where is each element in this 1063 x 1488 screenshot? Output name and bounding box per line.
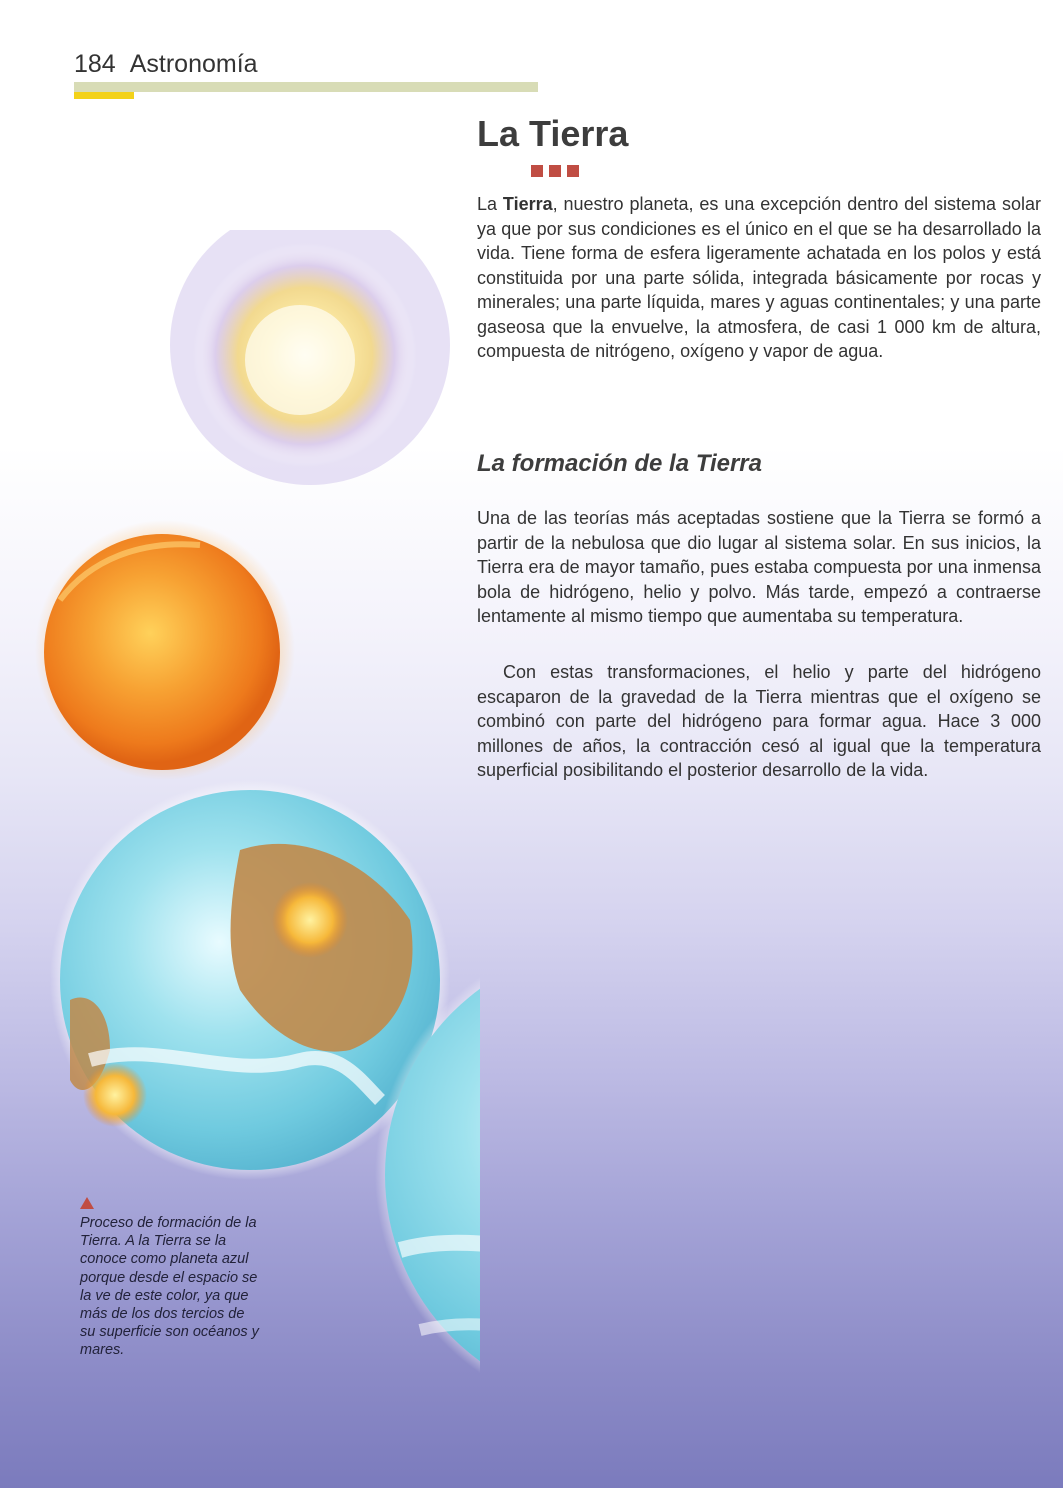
body-paragraph-2: Con estas transformaciones, el helio y parte del hidrógeno escaparon de la gravedad de la Tierra mientras que el oxígeno se combinó con parte del hidrógeno para formar agua. Hace 3 000 millones de años, la contracción cesó al igual que la temperatura superficial posibilitando el posterior desarrollo de la vida. (477, 662, 1041, 780)
caption-triangle-icon (80, 1197, 94, 1209)
intro-paragraph: La Tierra, nuestro planeta, es una excepción dentro del sistema solar ya que por sus condiciones es el único en el que se ha desarrollado la vida. Tiene forma de esfera ligeramente achatada en los polos y está constituida por una parte sólida, integrada básicamente por rocas y minerales; una parte líquida, mares y aguas continentales; y una parte gaseosa que la envuelve, la atmosfera, de casi 1 000 km de altura, compuesta de nitrógeno, oxígeno y vapor de agua. (477, 194, 1041, 361)
section-subtitle: La formación de la Tierra (477, 450, 762, 477)
article-title: La Tierra (477, 113, 629, 154)
page-number: 184 (74, 50, 116, 78)
forming-earth-fire-2 (83, 1063, 147, 1127)
header-rule-accent (74, 92, 134, 99)
page-header (74, 50, 258, 79)
forming-earth-fire-1 (272, 882, 348, 958)
bold-term: Tierra (502, 194, 553, 214)
section-title: Astronomía (129, 50, 258, 78)
body-paragraph-1: Una de las teorías más aceptadas sostiene que la Tierra se formó a partir de la nebulosa que dio lugar al sistema solar. En sus inicios, la Tierra era de mayor tamaño, pues estaba compuesta por una inmensa bola de hidrógeno, helio y polvo. Más tarde, empezó a contraerse lentamente al mismo tiempo que aumentaba su temperatura. (477, 508, 1041, 626)
proto-earth-sphere (44, 534, 280, 770)
nebula-core (245, 305, 355, 415)
title-decoration (531, 165, 579, 177)
header-rule (74, 82, 538, 92)
figure-caption: Proceso de formación de la Tierra. A la Tierra se la conoce como planeta azul porque desde el espacio se la ve de este color, ya que más de los dos tercios de su superficie son océanos y mares. (80, 1215, 259, 1359)
